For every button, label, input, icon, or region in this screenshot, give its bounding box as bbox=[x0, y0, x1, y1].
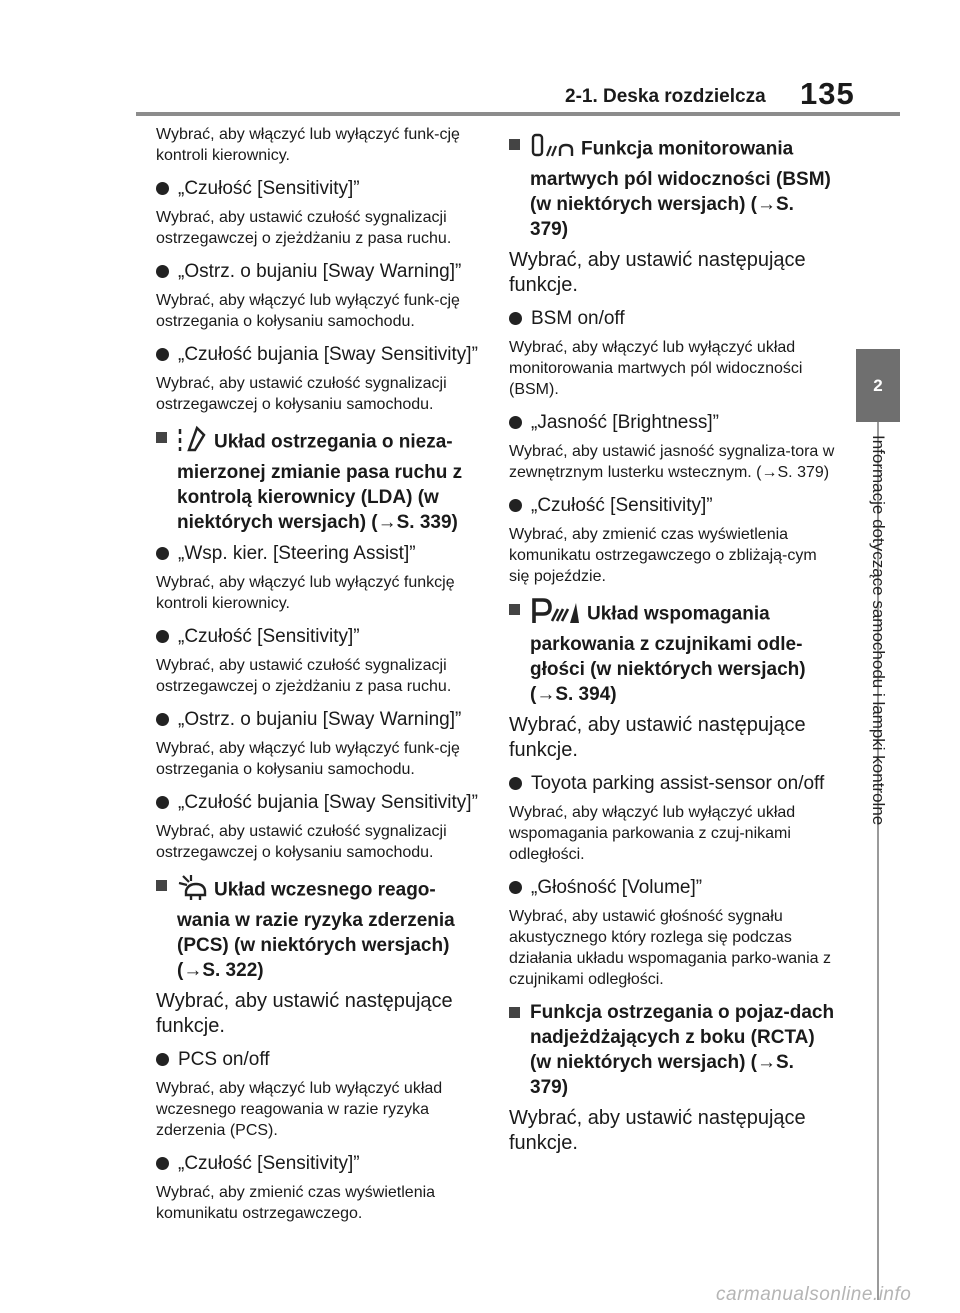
chapter-label: Informacje dotyczące samochodu i lampki kontrolne bbox=[869, 435, 888, 826]
description: Wybrać, aby włączyć lub wyłączyć funkcję kontroli kierownicy. bbox=[156, 574, 455, 612]
watermark: carmanualsonline.info bbox=[716, 1284, 912, 1305]
left-column bbox=[156, 124, 482, 1234]
header-title: 2-1. Deska rozdzielcza bbox=[565, 86, 766, 107]
section-heading-text: Układ wczesnego reago- bbox=[214, 879, 436, 901]
section-heading-text: wania w razie ryzyka zderzenia (PCS) (w niektórych wersjach) (→S. 322) bbox=[177, 910, 455, 981]
bullet-icon bbox=[156, 1157, 169, 1170]
bullet-label: „Czułość [Sensitivity]” bbox=[178, 626, 360, 647]
chapter-tab: 2 bbox=[856, 349, 900, 422]
bullet-label: „Ostrz. o bujaniu [Sway Warning]” bbox=[178, 709, 462, 730]
description: Wybrać, aby włączyć lub wyłączyć układ wczesnego reagowania w razie ryzyka zderzenia (PCS). bbox=[156, 1080, 443, 1139]
bullet-label: BSM on/off bbox=[531, 308, 625, 329]
bullet-item bbox=[156, 1047, 482, 1072]
section-heading-text: mierzonej zmianie pasa ruchu z kontrolą kierownicy (LDA) (w niektórych wersjach) (→S. 339) bbox=[177, 462, 463, 533]
square-bullet-icon bbox=[509, 1007, 520, 1018]
paragraph: Wybrać, aby ustawić następujące funkcje. bbox=[509, 1107, 806, 1154]
bullet-icon bbox=[156, 547, 169, 560]
bullet-label: „Jasność [Brightness]” bbox=[531, 412, 719, 433]
description: Wybrać, aby ustawić czułość sygnalizacji ostrzegawczej o zjeżdżaniu z pasa ruchu. bbox=[156, 657, 452, 695]
description: Wybrać, aby włączyć lub wyłączyć układ wspomagania parkowania z czuj-nikami odległości. bbox=[509, 804, 796, 863]
bullet-label: „Głośność [Volume]” bbox=[531, 877, 703, 898]
pre-collision-icon bbox=[177, 873, 207, 908]
bullet-label: „Czułość bujania [Sway Sensitivity]” bbox=[178, 344, 478, 365]
description: Wybrać, aby ustawić czułość sygnalizacji ostrzegawczej o kołysaniu samochodu. bbox=[156, 375, 447, 413]
bullet-item bbox=[156, 342, 482, 367]
section-heading-text: Funkcja monitorowania bbox=[581, 138, 794, 160]
paragraph: Wybrać, aby ustawić następujące funkcje. bbox=[509, 249, 806, 296]
description: Wybrać, aby włączyć lub wyłączyć funk-cję ostrzegania o kołysaniu samochodu. bbox=[156, 292, 460, 330]
paragraph: Wybrać, aby ustawić następujące funkcje. bbox=[509, 714, 806, 761]
blind-spot-icon bbox=[530, 132, 574, 167]
bullet-item bbox=[156, 1151, 482, 1176]
section-heading-pcs bbox=[156, 873, 482, 983]
bullet-label: „Czułość [Sensitivity]” bbox=[178, 178, 360, 199]
bullet-label: „Czułość bujania [Sway Sensitivity]” bbox=[178, 792, 478, 813]
section-heading-rcta bbox=[509, 1000, 837, 1100]
bullet-label: „Czułość [Sensitivity]” bbox=[178, 1153, 360, 1174]
description: Wybrać, aby ustawić jasność sygnaliza-tora w zewnętrznym lusterku wstecznym. (→S. 379) bbox=[509, 443, 835, 481]
description: Wybrać, aby włączyć lub wyłączyć funk-cję ostrzegania o kołysaniu samochodu. bbox=[156, 740, 460, 778]
bullet-item bbox=[156, 259, 482, 284]
section-heading-text: Funkcja ostrzegania o pojaz-dach nadjeżdżających z boku (RCTA) (w niektórych wersjach) (→S. 379) bbox=[530, 1002, 835, 1098]
square-bullet-icon bbox=[509, 604, 520, 615]
bullet-icon bbox=[156, 265, 169, 278]
paragraph: Wybrać, aby włączyć lub wyłączyć funk-cję kontroli kierownicy. bbox=[156, 126, 460, 164]
section-heading-parking bbox=[509, 597, 837, 707]
parking-sensor-icon bbox=[530, 597, 580, 632]
bullet-label: „Wsp. kier. [Steering Assist]” bbox=[178, 543, 416, 564]
bullet-icon bbox=[156, 348, 169, 361]
description: Wybrać, aby ustawić czułość sygnalizacji ostrzegawczej o kołysaniu samochodu. bbox=[156, 823, 447, 861]
section-heading-text: parkowania z czujnikami odle-głości (w niektórych wersjach) (→S. 394) bbox=[530, 634, 806, 705]
section-heading-bsm bbox=[509, 132, 837, 242]
bullet-item bbox=[156, 176, 482, 201]
lane-departure-icon bbox=[177, 425, 207, 460]
bullet-icon bbox=[156, 713, 169, 726]
paragraph: Wybrać, aby ustawić następujące funkcje. bbox=[156, 990, 453, 1037]
bullet-label: Toyota parking assist-sensor on/off bbox=[531, 773, 825, 794]
bullet-icon bbox=[509, 416, 522, 429]
bullet-item bbox=[156, 624, 482, 649]
bullet-icon bbox=[156, 182, 169, 195]
bullet-icon bbox=[509, 881, 522, 894]
bullet-item bbox=[156, 541, 482, 566]
square-bullet-icon bbox=[156, 432, 167, 443]
bullet-icon bbox=[156, 1053, 169, 1066]
bullet-item bbox=[509, 306, 837, 331]
bullet-label: „Czułość [Sensitivity]” bbox=[531, 495, 713, 516]
bullet-icon bbox=[156, 796, 169, 809]
page-number: 135 bbox=[800, 76, 855, 111]
bullet-label: PCS on/off bbox=[178, 1049, 270, 1070]
section-heading-text: Układ ostrzegania o nieza- bbox=[214, 431, 453, 453]
description: Wybrać, aby ustawić czułość sygnalizacji ostrzegawczej o zjeżdżaniu z pasa ruchu. bbox=[156, 209, 452, 247]
square-bullet-icon bbox=[156, 880, 167, 891]
bullet-item bbox=[509, 410, 837, 435]
bullet-item bbox=[156, 707, 482, 732]
description: Wybrać, aby zmienić czas wyświetlenia komunikatu ostrzegawczego o zbliżają-cym się pojeździe. bbox=[509, 526, 817, 585]
bullet-icon bbox=[156, 630, 169, 643]
bullet-icon bbox=[509, 312, 522, 325]
header-rule bbox=[136, 112, 900, 116]
right-column bbox=[509, 130, 837, 1164]
description: Wybrać, aby zmienić czas wyświetlenia komunikatu ostrzegawczego. bbox=[156, 1184, 436, 1222]
section-heading-text: Układ wspomagania bbox=[587, 603, 770, 625]
bullet-item bbox=[509, 875, 837, 900]
description: Wybrać, aby włączyć lub wyłączyć układ monitorowania martwych pól widoczności (BSM). bbox=[509, 339, 803, 398]
square-bullet-icon bbox=[509, 139, 520, 150]
section-heading-text: martwych pól widoczności (BSM) (w niektórych wersjach) (→S. 379) bbox=[530, 169, 831, 240]
bullet-icon bbox=[509, 777, 522, 790]
bullet-icon bbox=[509, 499, 522, 512]
bullet-item bbox=[509, 771, 837, 796]
bullet-item bbox=[509, 493, 837, 518]
description: Wybrać, aby ustawić głośność sygnału akustycznego który rozlega się podczas działania układu wspomagania parko-wania z czujnikami odległości. bbox=[509, 908, 831, 988]
section-heading-lda bbox=[156, 425, 482, 535]
bullet-label: „Ostrz. o bujaniu [Sway Warning]” bbox=[178, 261, 462, 282]
bullet-item bbox=[156, 790, 482, 815]
